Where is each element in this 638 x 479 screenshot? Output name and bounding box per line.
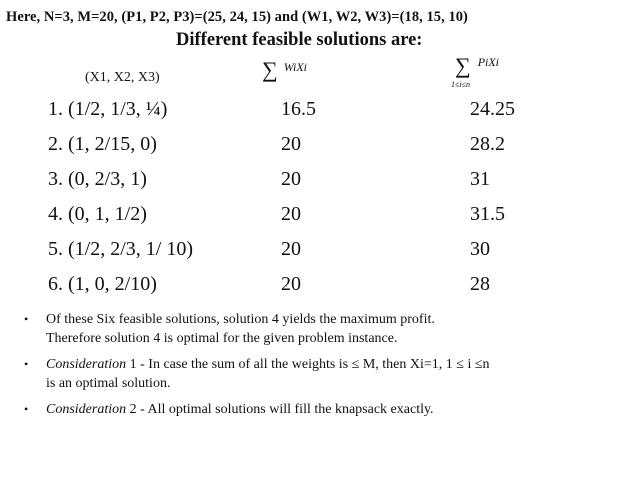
note-text-cont: is an optimal solution. bbox=[46, 376, 171, 391]
note-lead: Consideration bbox=[46, 357, 127, 372]
solution-vector: 6. (1, 0, 2/10) bbox=[48, 273, 157, 295]
weight-total: 20 bbox=[281, 273, 301, 295]
profit-sum-term: PiXi bbox=[477, 55, 500, 69]
weight-sum-formula bbox=[262, 59, 307, 81]
profit-total: 28 bbox=[470, 273, 490, 295]
profit-sum-formula bbox=[455, 55, 499, 77]
bullet-icon: • bbox=[24, 357, 29, 371]
profit-total: 28.2 bbox=[470, 133, 505, 155]
list-item bbox=[20, 355, 620, 393]
solution-row bbox=[0, 201, 638, 236]
profit-sum-limits: 1≤i≤n bbox=[451, 80, 471, 89]
bullet-icon: • bbox=[24, 312, 29, 326]
sigma-symbol: ∑ bbox=[455, 53, 471, 78]
weight-sum-term: WiXi bbox=[283, 60, 308, 74]
list-item bbox=[20, 400, 620, 419]
profit-total: 31 bbox=[470, 168, 490, 190]
weight-total: 20 bbox=[281, 238, 301, 260]
weight-total: 16.5 bbox=[281, 98, 316, 120]
solution-vector: 2. (1, 2/15, 0) bbox=[48, 133, 157, 155]
solution-row bbox=[0, 131, 638, 166]
solutions-table bbox=[0, 96, 638, 306]
note-text: 1 - In case the sum of all the weights is ≤ M, then Xi=1, 1 ≤ i ≤n bbox=[126, 357, 490, 372]
sigma-symbol: ∑ bbox=[262, 57, 278, 82]
solution-row bbox=[0, 236, 638, 271]
problem-header: Here, N=3, M=20, (P1, P2, P3)=(25, 24, 15) and (W1, W2, W3)=(18, 15, 10) bbox=[6, 9, 468, 25]
solution-row bbox=[0, 166, 638, 201]
weight-total: 20 bbox=[281, 133, 301, 155]
solution-row bbox=[0, 96, 638, 131]
note-lead: Consideration bbox=[46, 402, 127, 417]
solution-vector: 5. (1/2, 2/3, 1/ 10) bbox=[48, 238, 193, 260]
profit-total: 31.5 bbox=[470, 203, 505, 225]
section-title: Different feasible solutions are: bbox=[176, 30, 423, 50]
note-text-cont: Therefore solution 4 is optimal for the given problem instance. bbox=[46, 331, 398, 346]
weight-total: 20 bbox=[281, 203, 301, 225]
solution-row bbox=[0, 271, 638, 306]
x-column-header: (X1, X2, X3) bbox=[85, 70, 160, 85]
weight-total: 20 bbox=[281, 168, 301, 190]
solution-vector: 1. (1/2, 1/3, ¼) bbox=[48, 98, 168, 120]
list-item bbox=[20, 310, 620, 348]
profit-total: 24.25 bbox=[470, 98, 515, 120]
solution-vector: 3. (0, 2/3, 1) bbox=[48, 168, 147, 190]
note-text: Of these Six feasible solutions, solution 4 yields the maximum profit. bbox=[46, 312, 435, 327]
bullet-icon: • bbox=[24, 402, 29, 416]
note-text: 2 - All optimal solutions will fill the knapsack exactly. bbox=[126, 402, 434, 417]
profit-total: 30 bbox=[470, 238, 490, 260]
notes-list bbox=[20, 310, 620, 426]
solution-vector: 4. (0, 1, 1/2) bbox=[48, 203, 147, 225]
